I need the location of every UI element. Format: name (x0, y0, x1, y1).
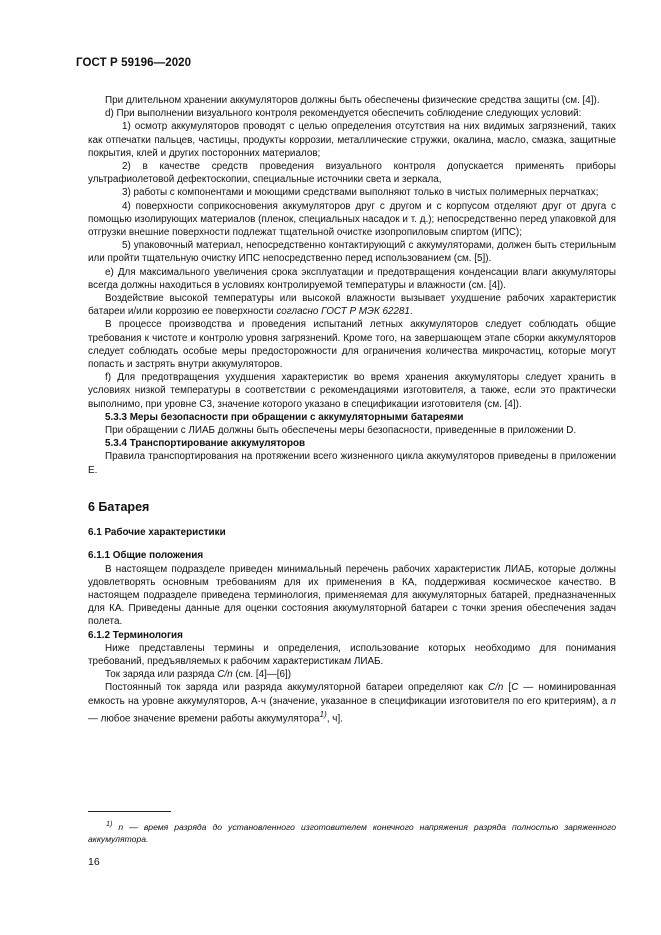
text-run: . (409, 306, 413, 318)
subsection-heading: 6.1.1 Общие положения (88, 550, 204, 562)
subsection-heading: 5.3.3 Меры безопасности при обращении с аккумуляторными батареями (105, 411, 464, 423)
paragraph (88, 292, 616, 318)
list-item: 3) работы с компонентами и моющими средствами выполняют только в чистых полимерных перчатках; (122, 187, 599, 199)
paragraph: e) Для максимального увеличения срока эксплуатации и предотвращения конденсации влаги аккумуляторы всегда должны находиться в условиях контролируемой температуры и влажности (см. [4]). (88, 266, 616, 291)
formula: С (511, 682, 519, 694)
subsection-heading: 6.1.2 Терминология (88, 629, 183, 641)
text-run: Постоянный ток заряда или разряда аккумуляторной батареи определяют как (105, 682, 488, 694)
formula: n (610, 695, 616, 707)
text-run: , ч]. (326, 713, 343, 725)
term-definition (88, 681, 616, 725)
paragraph: В настоящем подразделе приведен минимальный перечень рабочих характеристик ЛИАБ, которые должны удовлетворять основным требованиям для их применения в КА, поддерживая космическое качество. В настоящем подразделе приведена терминология, применяемая для аккумуляторных батарей, предназначенных для КА. Приведены данные для оценки состояния аккумуляторной батареи с точки зрения обеспечения задач полета. (88, 563, 616, 628)
footnote-separator (88, 811, 171, 812)
footnote-text: n — время разряда до установленного изготовителем конечного напряжения разряда полностью заряженного аккумулятора. (88, 821, 616, 844)
formula: С/n (487, 682, 504, 694)
term-title (88, 668, 616, 681)
paragraph: Правила транспортирования на протяжении всего жизненного цикла аккумуляторов приведены в приложении Е. (88, 451, 616, 476)
paragraph: Ниже представлены термины и определения, использование которых необходимо для понимания требований, предъявляемых к рабочим характеристикам ЛИАБ. (88, 642, 616, 667)
paragraph: В процессе производства и проведения испытаний летных аккумуляторов следует соблюдать общие требования к чистоте и контролю уровня загрязнений. Кроме того, на завершающем этапе сборки аккумуляторов следует соблюдать особые меры предосторожности для ограничения количества микрочастиц, которые могут попасть и застрять внутри аккумуляторов. (88, 319, 616, 371)
text-run: Ток заряда или разряда (105, 669, 218, 681)
paragraph: При обращении с ЛИАБ должны быть обеспечены меры безопасности, приведенные в приложении D. (105, 425, 577, 437)
text-run: (см. [4]—[6]) (232, 669, 291, 681)
document-header: ГОСТ Р 59196—2020 (76, 57, 192, 69)
paragraph: d) При выполнении визуального контроля рекомендуется обеспечить соблюдение следующих условий: (105, 108, 582, 120)
paragraph: При длительном хранении аккумуляторов должны быть обеспечены физические средства защиты (см. [4]). (105, 95, 600, 106)
standard-reference: согласно ГОСТ Р МЭК 62281 (276, 306, 410, 318)
list-item: 1) осмотр аккумуляторов проводят с целью определения отсутствия на них видимых загрязнений, таких как отпечатки пальцев, частицы, продукты коррозии, металлические стружки, окалина, масло, смазка, защитные покрытия, клей и других посторонних материалов; (88, 121, 616, 159)
text-run: — номинированная емкость на уровне аккумуляторов, А·ч (значение, указанное в спецификации изготовителя по его критериям), а (88, 682, 616, 707)
text-run: — любое значение времени работы аккумулятора (88, 713, 320, 725)
page-number: 16 (88, 856, 100, 868)
text-run: Воздействие высокой температуры или высокой влажности вызывает ухудшение рабочих характеристик батареи и/или коррозию ее поверхности (88, 293, 616, 318)
text-run: [ (503, 682, 512, 694)
list-item: 5) упаковочный материал, непосредственно контактирующий с аккумуляторами, должен быть стерильным или пройти тщательную очистку ИПС непосредственно перед использованием (см. [5]). (88, 240, 616, 265)
list-item: 2) в качестве средств проведения визуального контроля допускается применять приборы ультрафиолетовой дефектоскопии, специальные источники света и зеркала, (88, 161, 616, 186)
subsection-heading: 5.3.4 Транспортирование аккумуляторов (105, 438, 306, 450)
footnote-mark: 1) (106, 820, 113, 828)
footnote (88, 818, 616, 845)
list-item: 4) поверхности соприкосновения аккумуляторов друг с другом и с корпусом отделяют друг от друга с помощью изолирующих материалов (пленок, специальных насадок и т. д.); непосредственно перед упаковкой для отгрузки внешние поверхности подлежат тщательной очистке изопропиловым спиртом (ИПС); (88, 200, 616, 239)
paragraph: f) Для предотвращения ухудшения характеристик во время хранения аккумуляторы следует хранить в условиях низкой температуры в соответствии с рекомендациями изготовителя, а также, если это практически выполнимо, при уровне С3, значение которого указано в спецификации изготовителя (см. [4]). (88, 372, 616, 410)
subsection-heading: 6.1 Рабочие характеристики (88, 527, 226, 539)
page-body (88, 94, 616, 725)
formula: С/n (217, 669, 233, 681)
section-heading: 6 Батарея (88, 499, 150, 514)
footnote-reference: 1) (319, 709, 327, 719)
